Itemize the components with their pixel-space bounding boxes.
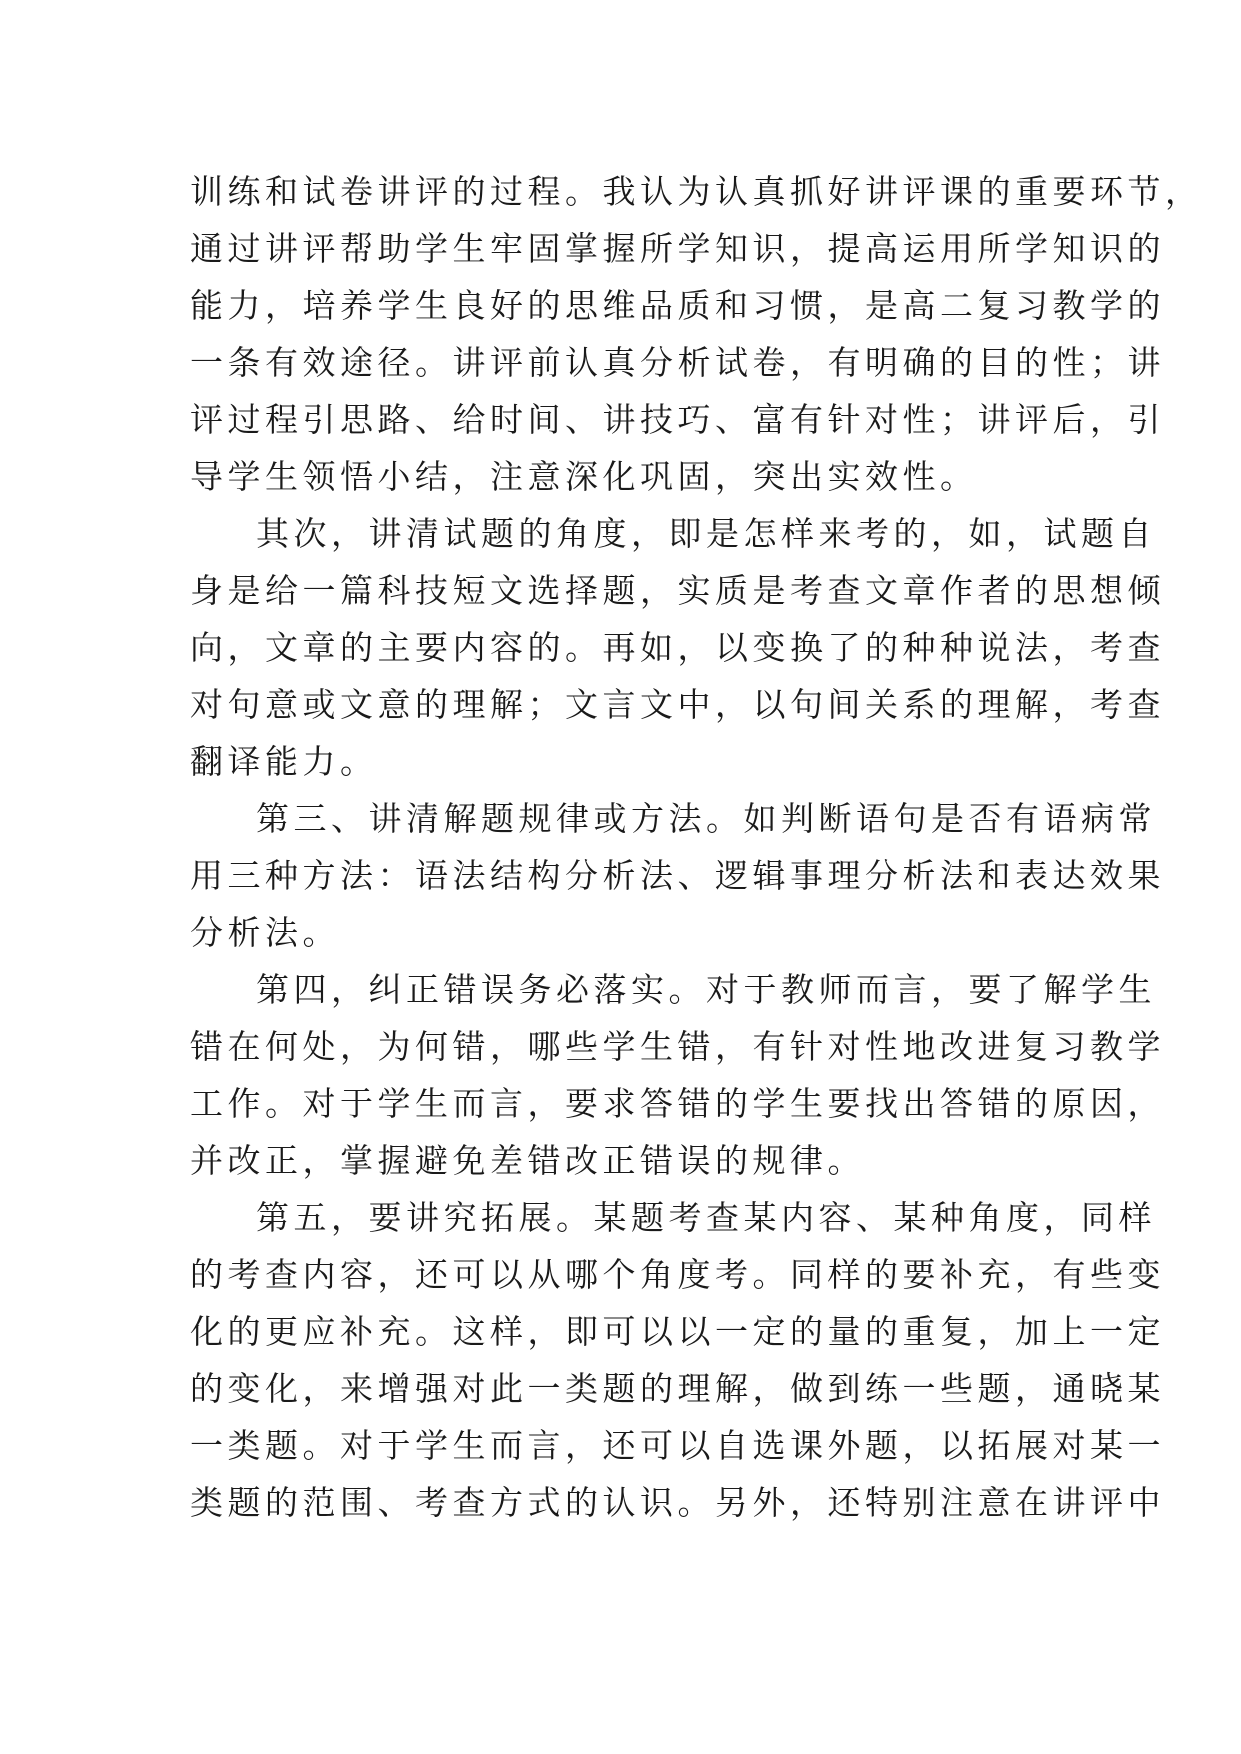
body-text <box>190 163 1203 1531</box>
text-line: 化的更应补充。这样，即可以以一定的量的重复，加上一定 <box>190 1312 1165 1351</box>
text-line: 通过讲评帮助学生牢固掌握所学知识，提高运用所学知识的 <box>190 229 1165 268</box>
text-line: 身是给一篇科技短文选择题，实质是考查文章作者的思想倾 <box>190 571 1165 610</box>
paragraph-4 <box>190 961 1165 1189</box>
text-line: 第三、讲清解题规律或方法。如判断语句是否有语病常 <box>256 799 1156 838</box>
text-line: 其次，讲清试题的角度，即是怎样来考的，如，试题自 <box>256 514 1156 553</box>
paragraph-5 <box>190 1189 1165 1531</box>
text-line: 的考查内容，还可以从哪个角度考。同样的要补充，有些变 <box>190 1255 1165 1294</box>
text-line: 工作。对于学生而言，要求答错的学生要找出答错的原因， <box>190 1084 1165 1123</box>
paragraph-2 <box>190 505 1165 790</box>
text-line: 分析法。 <box>190 913 340 952</box>
paragraph-1 <box>190 163 1203 505</box>
paragraph-3 <box>190 790 1165 961</box>
text-line: 导学生领悟小结，注意深化巩固，突出实效性。 <box>190 457 978 496</box>
text-line: 并改正，掌握避免差错改正错误的规律。 <box>190 1141 865 1180</box>
text-line: 翻译能力。 <box>190 742 378 781</box>
text-line: 评过程引思路、给时间、讲技巧、富有针对性；讲评后，引 <box>190 400 1165 439</box>
text-line: 第四，纠正错误务必落实。对于教师而言，要了解学生 <box>256 970 1156 1009</box>
text-line: 向，文章的主要内容的。再如，以变换了的种种说法，考查 <box>190 628 1165 667</box>
text-line: 训练和试卷讲评的过程。我认为认真抓好讲评课的重要环节， <box>190 172 1203 211</box>
text-line: 错在何处，为何错，哪些学生错，有针对性地改进复习教学 <box>190 1027 1165 1066</box>
text-line: 第五，要讲究拓展。某题考查某内容、某种角度，同样 <box>256 1198 1156 1237</box>
text-line: 类题的范围、考查方式的认识。另外，还特别注意在讲评中 <box>190 1483 1165 1522</box>
text-line: 用三种方法：语法结构分析法、逻辑事理分析法和表达效果 <box>190 856 1165 895</box>
text-line: 一条有效途径。讲评前认真分析试卷，有明确的目的性；讲 <box>190 343 1165 382</box>
text-line: 的变化，来增强对此一类题的理解，做到练一些题，通晓某 <box>190 1369 1165 1408</box>
text-line: 能力，培养学生良好的思维品质和习惯，是高二复习教学的 <box>190 286 1165 325</box>
text-line: 对句意或文意的理解；文言文中，以句间关系的理解，考查 <box>190 685 1165 724</box>
text-line: 一类题。对于学生而言，还可以自选课外题，以拓展对某一 <box>190 1426 1165 1465</box>
